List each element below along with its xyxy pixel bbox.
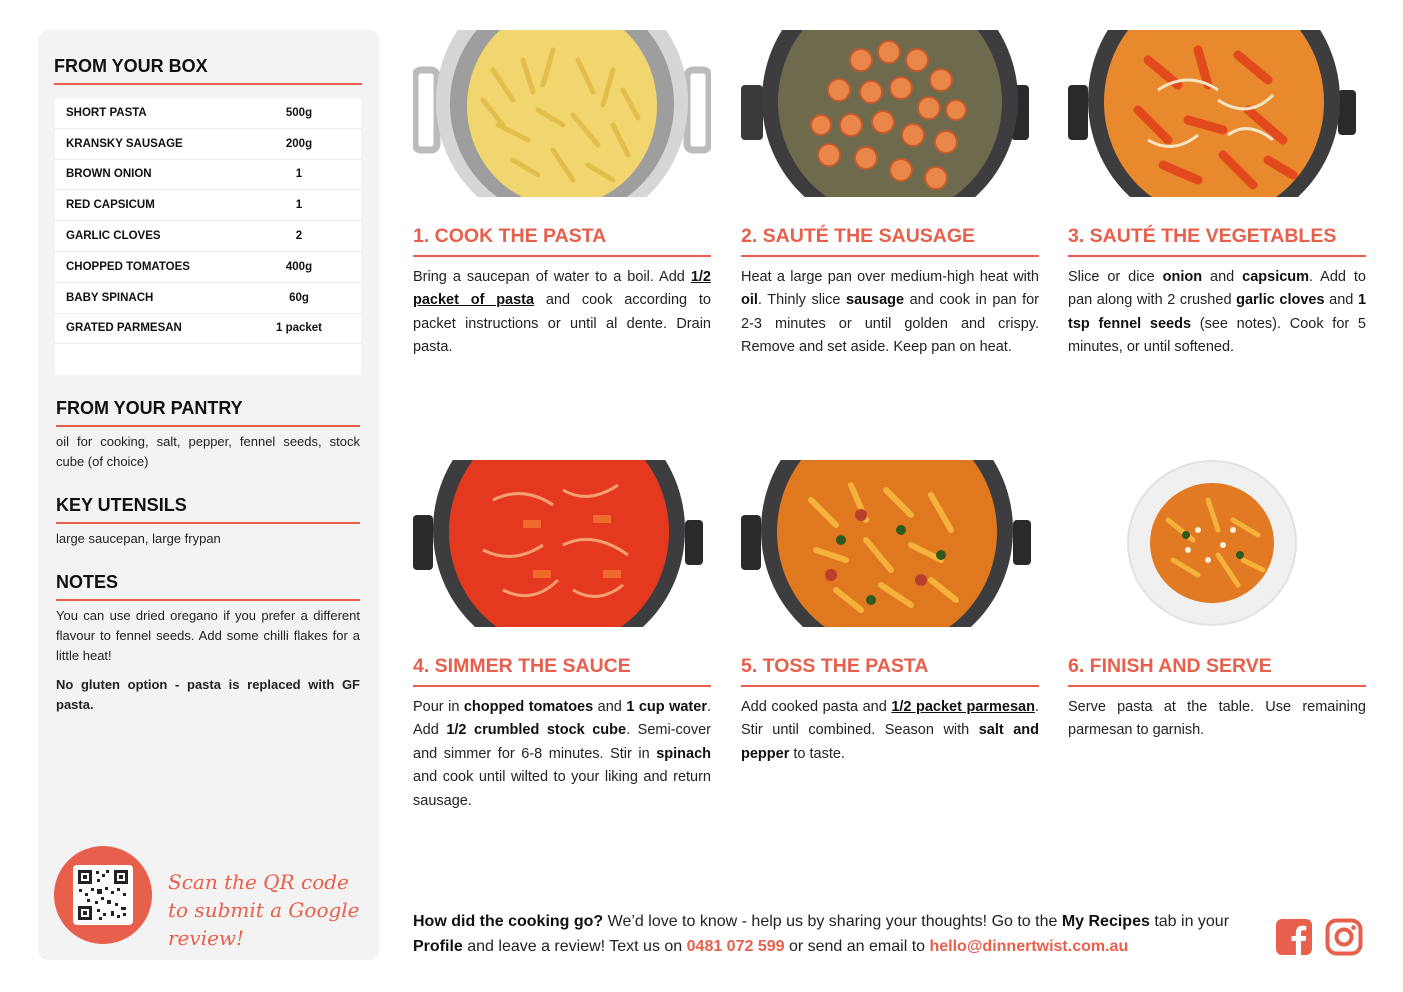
text-run: . Add to pan along with 2 crushed [1068,269,1366,309]
step-6-title: 6. FINISH AND SERVE [1068,655,1366,687]
table-row [55,314,361,345]
notes-title: NOTES [56,572,360,601]
text-run: . Semi-cover and simmer for 6-8 minutes. Stir in [413,722,711,762]
text-run: Heat a large pan over medium-high heat with [741,269,1039,285]
text-run: and [1202,269,1243,285]
ingredient-highlight: 1 tsp fennel seeds [1068,292,1367,332]
table-row [55,190,361,221]
email-link[interactable]: hello@dinnertwist.com.au [929,938,1129,955]
text-run: and cook until wilted to your liking and return sausage. [413,769,711,809]
table-row [55,283,361,314]
ingredient-highlight: spinach [656,745,711,762]
footer-question: How did the cooking go? [413,913,604,930]
step-3-photo [1068,30,1366,197]
text-run: . Thinly slice [757,292,847,309]
step-4-text [413,696,711,813]
step-5-title: 5. TOSS THE PASTA [741,655,1039,687]
ingredient-highlight: oil [741,292,758,309]
ingredient-qty: 1 [295,199,303,212]
text-run: and leave a review! Text us on [462,938,687,955]
ingredient-highlight: sausage [846,292,905,309]
text-run: Add cooked pasta and [741,699,892,715]
from-your-pantry-title: FROM YOUR PANTRY [56,398,360,427]
text-run: . Stir until combined. Season with [741,699,1039,739]
step-1-title: 1. COOK THE PASTA [413,225,711,257]
step-2-text [741,266,1039,360]
text-run: and [1324,292,1358,309]
table-row [55,129,361,160]
text-run: and [593,699,627,715]
ingredient-highlight: onion [1162,269,1203,285]
step-3-title: 3. SAUTÉ THE VEGETABLES [1068,225,1366,257]
feedback-footer [413,909,1263,959]
ingredient-highlight: salt and pepper [741,722,1040,762]
ingredient-qty: 400g [285,260,313,273]
notes-text: You can use dried oregano if you prefer a different flavour to fennel seeds. Add some chilli flakes for a little heat! [56,608,360,663]
text-run: . Add [413,699,711,739]
key-utensils-title: KEY UTENSILS [56,495,360,524]
profile-label: Profile [413,938,463,955]
table-row [55,221,361,252]
step-4-title: 4. SIMMER THE SAUCE [413,655,711,687]
step-6-text [1068,696,1366,743]
ingredient-highlight: 1 cup water [626,699,707,715]
ingredient-highlight: 1/2 crumbled stock cube [446,722,627,739]
table-row [55,160,361,191]
ingredients-table [55,98,361,375]
qr-caption: Scan the QR code to submit a Google review! [168,870,360,950]
step-5-text [741,696,1039,766]
pantry-text: oil for cooking, salt, pepper, fennel seeds, stock cube (of choice) [56,434,360,469]
ingredient-qty: 200g [285,137,313,150]
ingredient-name: SHORT PASTA [66,106,147,119]
step-4-photo [413,460,711,627]
ingredient-name: GARLIC CLOVES [66,230,161,243]
ingredient-name: BABY SPINACH [66,291,154,304]
instagram-icon[interactable] [1325,918,1363,956]
text-run: Serve pasta at the table. Use remaining parmesan to garnish. [1068,699,1366,739]
ingredient-name: RED CAPSICUM [66,199,155,212]
text-run: (see notes). Cook for 5 minutes, or until softened. [1068,315,1367,356]
step-1-photo [413,30,711,197]
from-your-box-title: FROM YOUR BOX [54,56,362,85]
step-1-text [413,266,711,360]
text-run: Bring a saucepan of water to a boil. Add [413,269,691,285]
ingredient-name: BROWN ONION [66,168,152,181]
ingredient-highlight: garlic cloves [1236,292,1325,309]
ingredient-highlight: 1/2 packet of pasta [413,269,711,309]
text-run: Pour in [413,699,464,715]
table-row [55,98,361,129]
utensils-text: large saucepan, large frypan [56,531,221,546]
step-5-photo [741,460,1039,627]
text-run: to taste. [789,745,845,762]
text-run: We’d love to know - help us by sharing your thoughts! Go to the [603,913,1062,930]
ingredient-qty: 1 [295,168,303,181]
qr-code-badge[interactable] [54,846,152,944]
ingredient-name: CHOPPED TOMATOES [66,260,190,273]
my-recipes-label: My Recipes [1061,913,1150,930]
step-2-title: 2. SAUTÉ THE SAUSAGE [741,225,1039,257]
ingredients-sidebar [38,30,379,960]
ingredient-name: GRATED PARMESAN [66,322,182,335]
step-2-photo [741,30,1039,197]
qr-code-icon [73,865,133,925]
phone-link[interactable]: 0481 072 599 [686,938,785,955]
step-3-text [1068,266,1366,360]
ingredient-qty: 2 [295,230,303,243]
text-run: or send an email to [784,938,930,955]
ingredient-name: KRANSKY SAUSAGE [66,137,183,150]
ingredient-qty: 1 packet [275,322,323,335]
ingredient-highlight: capsicum [1242,269,1310,285]
ingredient-highlight: chopped tomatoes [463,699,594,715]
step-6-photo [1068,460,1366,627]
text-run: and cook in pan for 2-3 minutes or until golden and crispy. Remove and set aside. Keep pan on heat. [741,292,1039,356]
text-run: tab in your [1149,913,1230,930]
facebook-icon[interactable] [1275,918,1313,956]
table-row [55,252,361,283]
gluten-note: No gluten option - pasta is replaced with GF pasta. [56,677,360,712]
text-run: Slice or dice [1068,269,1163,285]
text-run: and cook according to packet instructions or until al dente. Drain pasta. [413,292,711,356]
ingredient-qty: 60g [289,291,309,304]
ingredient-highlight: 1/2 packet parmesan [891,699,1035,715]
ingredient-qty: 500g [285,106,313,119]
